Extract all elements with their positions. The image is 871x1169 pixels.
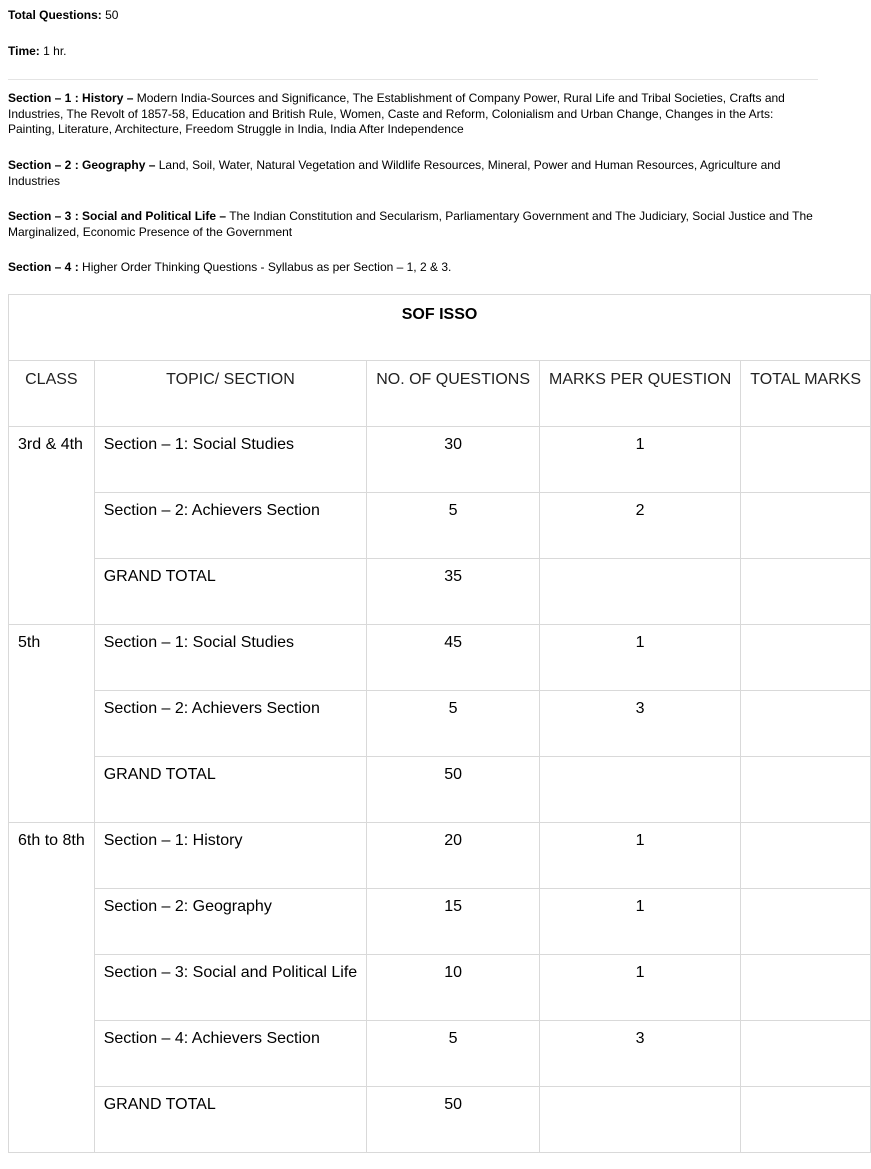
questions-cell: 20 — [367, 823, 540, 889]
marks-cell: 1 — [540, 823, 741, 889]
topic-cell: Section – 1: Social Studies — [94, 625, 366, 691]
table-header-row — [9, 361, 871, 427]
topic-cell: Section – 1: History — [94, 823, 366, 889]
total-questions-label: Total Questions: — [8, 8, 102, 22]
section-text: Land, Soil, Water, Natural Vegetation and Wildlife Resources, Mineral, Power and Human Resources, Agriculture and Industries — [8, 158, 781, 188]
table-row — [9, 955, 871, 1021]
time-label: Time: — [8, 44, 40, 58]
total-cell — [741, 427, 871, 493]
time-line — [8, 44, 67, 59]
total-cell — [741, 691, 871, 757]
questions-cell: 5 — [367, 691, 540, 757]
section-4-syllabus — [8, 260, 816, 276]
grand-total-label: GRAND TOTAL — [94, 757, 366, 823]
questions-cell: 5 — [367, 1021, 540, 1087]
column-header-total: TOTAL MARKS — [741, 361, 871, 427]
section-text: The Indian Constitution and Secularism, Parliamentary Government and The Judiciary, Social Justice and The Marginalized, Economic Presence of the Government — [8, 209, 813, 239]
marks-cell: 1 — [540, 625, 741, 691]
topic-cell: Section – 1: Social Studies — [94, 427, 366, 493]
total-cell — [741, 823, 871, 889]
section-text: Modern India-Sources and Significance, The Establishment of Company Power, Rural Life and Tribal Societies, Crafts and Industries, The Revolt of 1857-58, Education and British Rule, Women, Caste and Reform, Colonialism and Urban Change, Changes in the Arts: Painting, Literature, Architecture, Freedom Struggle in India, India After Independence — [8, 91, 785, 136]
grand-total-label: GRAND TOTAL — [94, 1087, 366, 1153]
marks-cell: 1 — [540, 955, 741, 1021]
table-row — [9, 427, 871, 493]
column-header-questions: NO. OF QUESTIONS — [367, 361, 540, 427]
topic-cell: Section – 4: Achievers Section — [94, 1021, 366, 1087]
marks-cell: 1 — [540, 889, 741, 955]
table-row — [9, 493, 871, 559]
table-row — [9, 1021, 871, 1087]
questions-cell: 45 — [367, 625, 540, 691]
total-questions-line — [8, 8, 118, 23]
table-row — [9, 625, 871, 691]
table-title-row — [9, 295, 871, 361]
table-title: SOF ISSO — [9, 295, 871, 361]
questions-cell: 30 — [367, 427, 540, 493]
total-cell — [741, 559, 871, 625]
total-cell — [741, 493, 871, 559]
table-row — [9, 691, 871, 757]
marks-cell: 3 — [540, 1021, 741, 1087]
grand-total-row — [9, 757, 871, 823]
total-questions-value: 50 — [105, 8, 119, 22]
questions-cell: 5 — [367, 493, 540, 559]
class-cell: 3rd & 4th — [9, 427, 95, 625]
questions-cell: 15 — [367, 889, 540, 955]
grand-total-label: GRAND TOTAL — [94, 559, 366, 625]
class-cell: 5th — [9, 625, 95, 823]
marks-cell: 2 — [540, 493, 741, 559]
table-row — [9, 889, 871, 955]
section-text: Higher Order Thinking Questions - Syllabus as per Section – 1, 2 & 3. — [82, 260, 452, 274]
time-value: 1 hr. — [43, 44, 67, 58]
total-cell — [741, 955, 871, 1021]
table-container — [0, 294, 862, 1169]
marks-cell — [540, 1087, 741, 1153]
column-header-topic: TOPIC/ SECTION — [94, 361, 366, 427]
grand-total-questions: 50 — [367, 1087, 540, 1153]
class-cell: 6th to 8th — [9, 823, 95, 1153]
marks-cell — [540, 757, 741, 823]
section-1-syllabus — [8, 91, 816, 138]
topic-cell: Section – 2: Achievers Section — [94, 691, 366, 757]
marks-cell — [540, 559, 741, 625]
topic-cell: Section – 2: Geography — [94, 889, 366, 955]
table-row — [9, 823, 871, 889]
topic-cell: Section – 2: Achievers Section — [94, 493, 366, 559]
marks-cell: 3 — [540, 691, 741, 757]
total-cell — [741, 1087, 871, 1153]
isso-marking-table — [8, 294, 871, 1153]
section-3-syllabus — [8, 209, 816, 240]
column-header-marks: MARKS PER QUESTION — [540, 361, 741, 427]
section-heading: Section – 1 : History – — [8, 91, 134, 105]
total-cell — [741, 889, 871, 955]
divider — [8, 79, 818, 80]
grand-total-questions: 50 — [367, 757, 540, 823]
grand-total-questions: 35 — [367, 559, 540, 625]
section-heading: Section – 2 : Geography – — [8, 158, 156, 172]
grand-total-row — [9, 559, 871, 625]
topic-cell: Section – 3: Social and Political Life — [94, 955, 366, 1021]
section-heading: Section – 4 : — [8, 260, 79, 274]
section-heading: Section – 3 : Social and Political Life – — [8, 209, 227, 223]
total-cell — [741, 625, 871, 691]
questions-cell: 10 — [367, 955, 540, 1021]
section-2-syllabus — [8, 158, 816, 189]
marks-cell: 1 — [540, 427, 741, 493]
total-cell — [741, 757, 871, 823]
column-header-class: CLASS — [9, 361, 95, 427]
grand-total-row — [9, 1087, 871, 1153]
total-cell — [741, 1021, 871, 1087]
